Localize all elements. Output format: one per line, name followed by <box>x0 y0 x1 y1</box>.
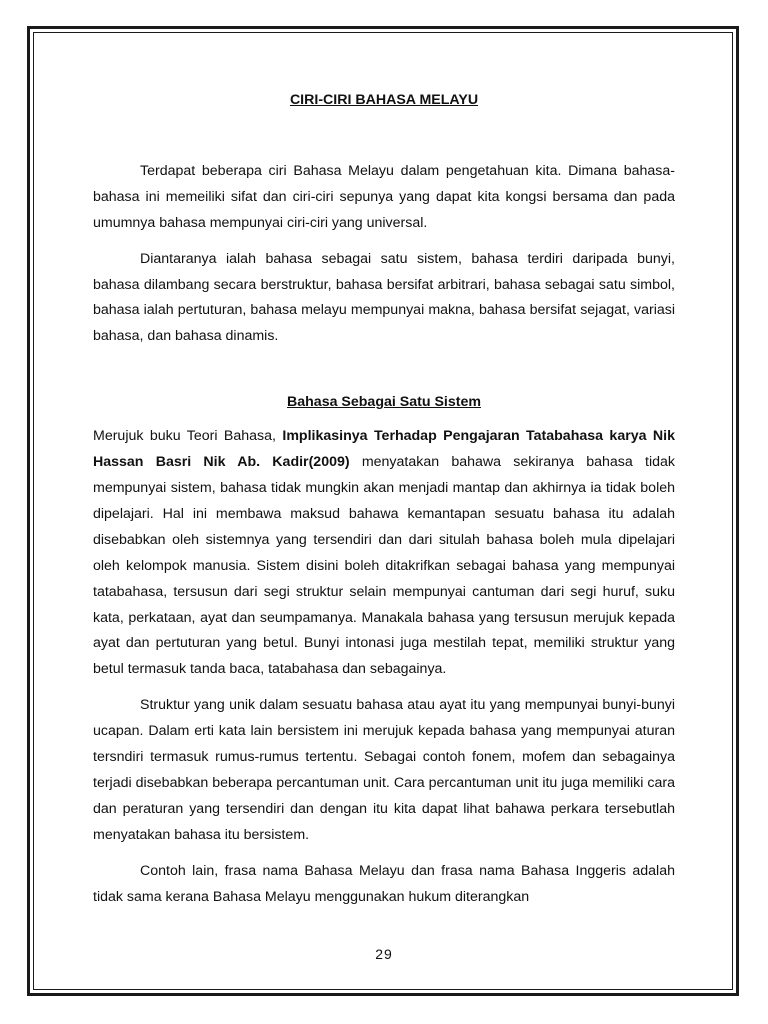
section-paragraph-2: Struktur yang unik dalam sesuatu bahasa atau ayat itu yang mempunyai bunyi-bunyi ucapan. Dalam erti kata lain bersistem ini merujuk kepada bahasa yang mempunyai aturan tersndiri termasuk rumus-rumus tertentu. Sebagai contoh fonem, mofem dan sebagainya terjadi disebabkan beberapa percantuman unit. Cara percantuman unit itu juga memiliki cara dan peraturan yang tersendiri dan dengan itu kita dapat lihat bahawa perkara tersebutlah menyatakan bahasa itu bersistem. <box>93 697 675 843</box>
section-paragraph-1 <box>93 424 675 683</box>
intro-paragraph-1: Terdapat beberapa ciri Bahasa Melayu dalam pengetahuan kita. Dimana bahasa-bahasa ini memeiliki sifat dan ciri-ciri sepunya yang dapat kita kongsi bersama dan pada umumnya bahasa mempunyai ciri-ciri yang universal. <box>93 162 675 231</box>
page-number: 29 <box>375 946 393 962</box>
section-paragraph-3: Contoh lain, frasa nama Bahasa Melayu dan frasa nama Bahasa Inggeris adalah tidak sama kerana Bahasa Melayu menggunakan hukum diterangkan <box>93 862 675 905</box>
document-title: CIRI-CIRI BAHASA MELAYU <box>289 92 479 108</box>
intro-paragraph-2: Diantaranya ialah bahasa sebagai satu sistem, bahasa terdiri daripada bunyi, bahasa dilambang secara berstruktur, bahasa bersifat arbitrari, bahasa sebagai satu simbol, bahasa ialah pertuturan, bahasa melayu mempunyai makna, bahasa bersifat sejagat, variasi bahasa, dan bahasa dinamis. <box>93 250 675 345</box>
paragraph-lead-text: Merujuk buku Teori Bahasa, <box>93 428 283 445</box>
paragraph-rest-text: menyatakan bahawa sekiranya bahasa tidak mempunyai sistem, bahasa tidak mungkin akan menjadi mantap dan akhirnya ia tidak boleh dipelajari. Hal ini membawa maksud bahawa kemantapan sesuatu bahasa itu adalah disebabkan oleh sistemnya yang tersendiri dan dari situlah bahasa boleh mula dipelajari oleh kelompok manusia. Sistem disini boleh ditakrifkan sebagai bahasa yang mempunyai tatabahasa, tersusun dari segi struktur selain mempunyai cantuman dari segi huruf, suku kata, perkataan, ayat dan seumpamanya. Manakala bahasa yang tersusun merujuk kepada ayat dan pertuturan yang betul. Bunyi intonasi juga mestilah tepat, memiliki struktur yang betul termasuk tanda baca, tatabahasa dan sebagainya. <box>93 454 675 678</box>
book-citation-bold: Implikasinya Terhadap Pengajaran Tatabahasa karya Nik Hassan Basri Nik Ab. Kadir(2009) <box>93 428 675 471</box>
section-heading: Bahasa Sebagai Satu Sistem <box>287 394 481 411</box>
document-body <box>93 88 675 920</box>
